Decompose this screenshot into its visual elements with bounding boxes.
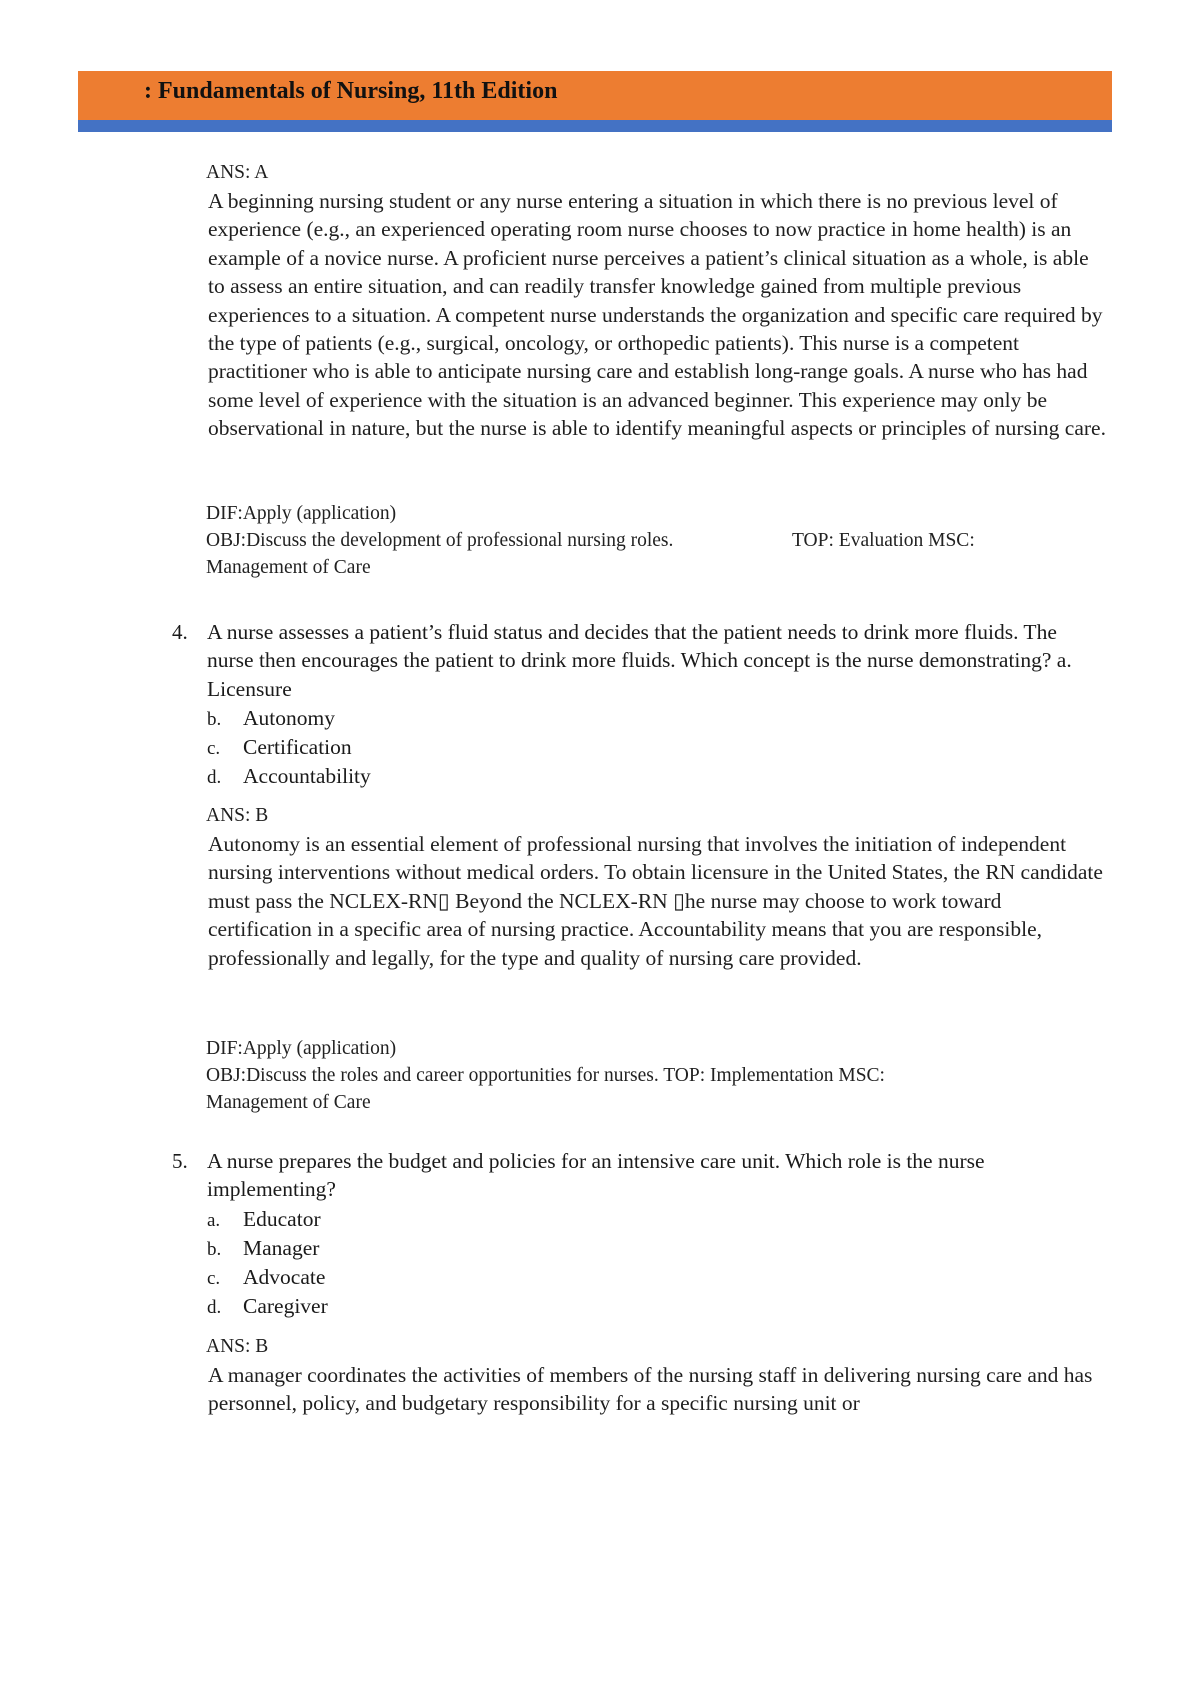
q3-topic-msc: TOP: Evaluation MSC: (792, 530, 975, 551)
q5-rationale: A manager coordinates the activities of members of the nursing staff in delivering nursing care and has personnel, policy, and budgetary responsibility for a specific nursing unit or (208, 1363, 1093, 1416)
q5-option-d-letter: d. (207, 1297, 222, 1318)
q5-stem: A nurse prepares the budget and policies for an intensive care unit. Which role is the nurse implementing? (207, 1149, 985, 1202)
q4-option-c-text: Certification (243, 735, 352, 759)
q4-option-d (207, 762, 371, 792)
q5-option-a (207, 1205, 321, 1235)
q3-answer-key: ANS: A (206, 162, 269, 183)
q3-objective: OBJ:Discuss the development of professional nursing roles. (206, 530, 674, 551)
q5-option-b (207, 1234, 319, 1264)
q4-msc-value: Management of Care (206, 1092, 371, 1113)
q4-answer-key: ANS: B (206, 805, 269, 826)
q3-msc-value: Management of Care (206, 557, 371, 578)
q4-rationale: Autonomy is an essential element of professional nursing that involves the initiation of independent nursing interventions without medical orders. To obtain licensure in the United States, the RN candidate must pass the NCLEX-RN▯ Beyond the NCLEX-RN ▯he nurse may choose to work toward certification in a specific area of nursing practice. Accountability means that you are responsible, professionally and legally, for the type and quality of nursing care provided. (208, 832, 1103, 970)
q4-stem: A nurse assesses a patient’s fluid status and decides that the patient needs to drink more fluids. The nurse then encourages the patient to drink more fluids. Which concept is the nurse demonstrating? a. Licensure (207, 620, 1072, 701)
q5-option-b-text: Manager (243, 1236, 320, 1260)
q3-difficulty: DIF:Apply (application) (206, 503, 397, 524)
q4-option-c (207, 733, 352, 763)
q5-option-c-letter: c. (207, 1268, 221, 1289)
header-accent-stripe (78, 120, 1112, 132)
q4-option-b-text: Autonomy (243, 706, 335, 730)
q3-objective-row (206, 527, 1106, 554)
q5-option-b-letter: b. (207, 1239, 222, 1260)
q4-difficulty: DIF:Apply (application) (206, 1038, 397, 1059)
q5-option-a-letter: a. (207, 1210, 221, 1231)
q4-objective-topic: OBJ:Discuss the roles and career opportunities for nurses. TOP: Implementation MSC: (206, 1065, 885, 1086)
q5-option-a-text: Educator (243, 1207, 321, 1231)
q5-option-d-text: Caregiver (243, 1294, 328, 1318)
document-title: : Fundamentals of Nursing, 11th Edition (144, 78, 558, 104)
q5-number: 5. (172, 1149, 188, 1173)
q3-metadata (206, 500, 1106, 581)
q4-option-d-text: Accountability (243, 764, 371, 788)
q4-option-c-letter: c. (207, 738, 221, 759)
q5-option-c (207, 1263, 325, 1293)
q4-number: 4. (172, 620, 188, 644)
q4-metadata (206, 1035, 1106, 1116)
q3-rationale: A beginning nursing student or any nurse entering a situation in which there is no previous level of experience (e.g., an experienced operating room nurse chooses to now practice in home health) is an example of a novice nurse. A proficient nurse perceives a patient’s clinical situation as a whole, is able to assess an entire situation, and can readily transfer knowledge gained from multiple previous experiences to a situation. A competent nurse understands the organization and specific care required by the type of patients (e.g., surgical, oncology, or orthopedic patients). This nurse is a competent practitioner who is able to anticipate nursing care and establish long-range goals. A nurse who has had some level of experience with the situation is an advanced beginner. This experience may only be observational in nature, but the nurse is able to identify meaningful aspects or principles of nursing care. (208, 189, 1106, 441)
q4-option-b-letter: b. (207, 709, 222, 730)
q5-option-d (207, 1292, 328, 1322)
q4-option-b (207, 704, 335, 734)
q5-option-c-text: Advocate (243, 1265, 326, 1289)
q4-option-d-letter: d. (207, 767, 222, 788)
q5-answer-key: ANS: B (206, 1336, 269, 1357)
